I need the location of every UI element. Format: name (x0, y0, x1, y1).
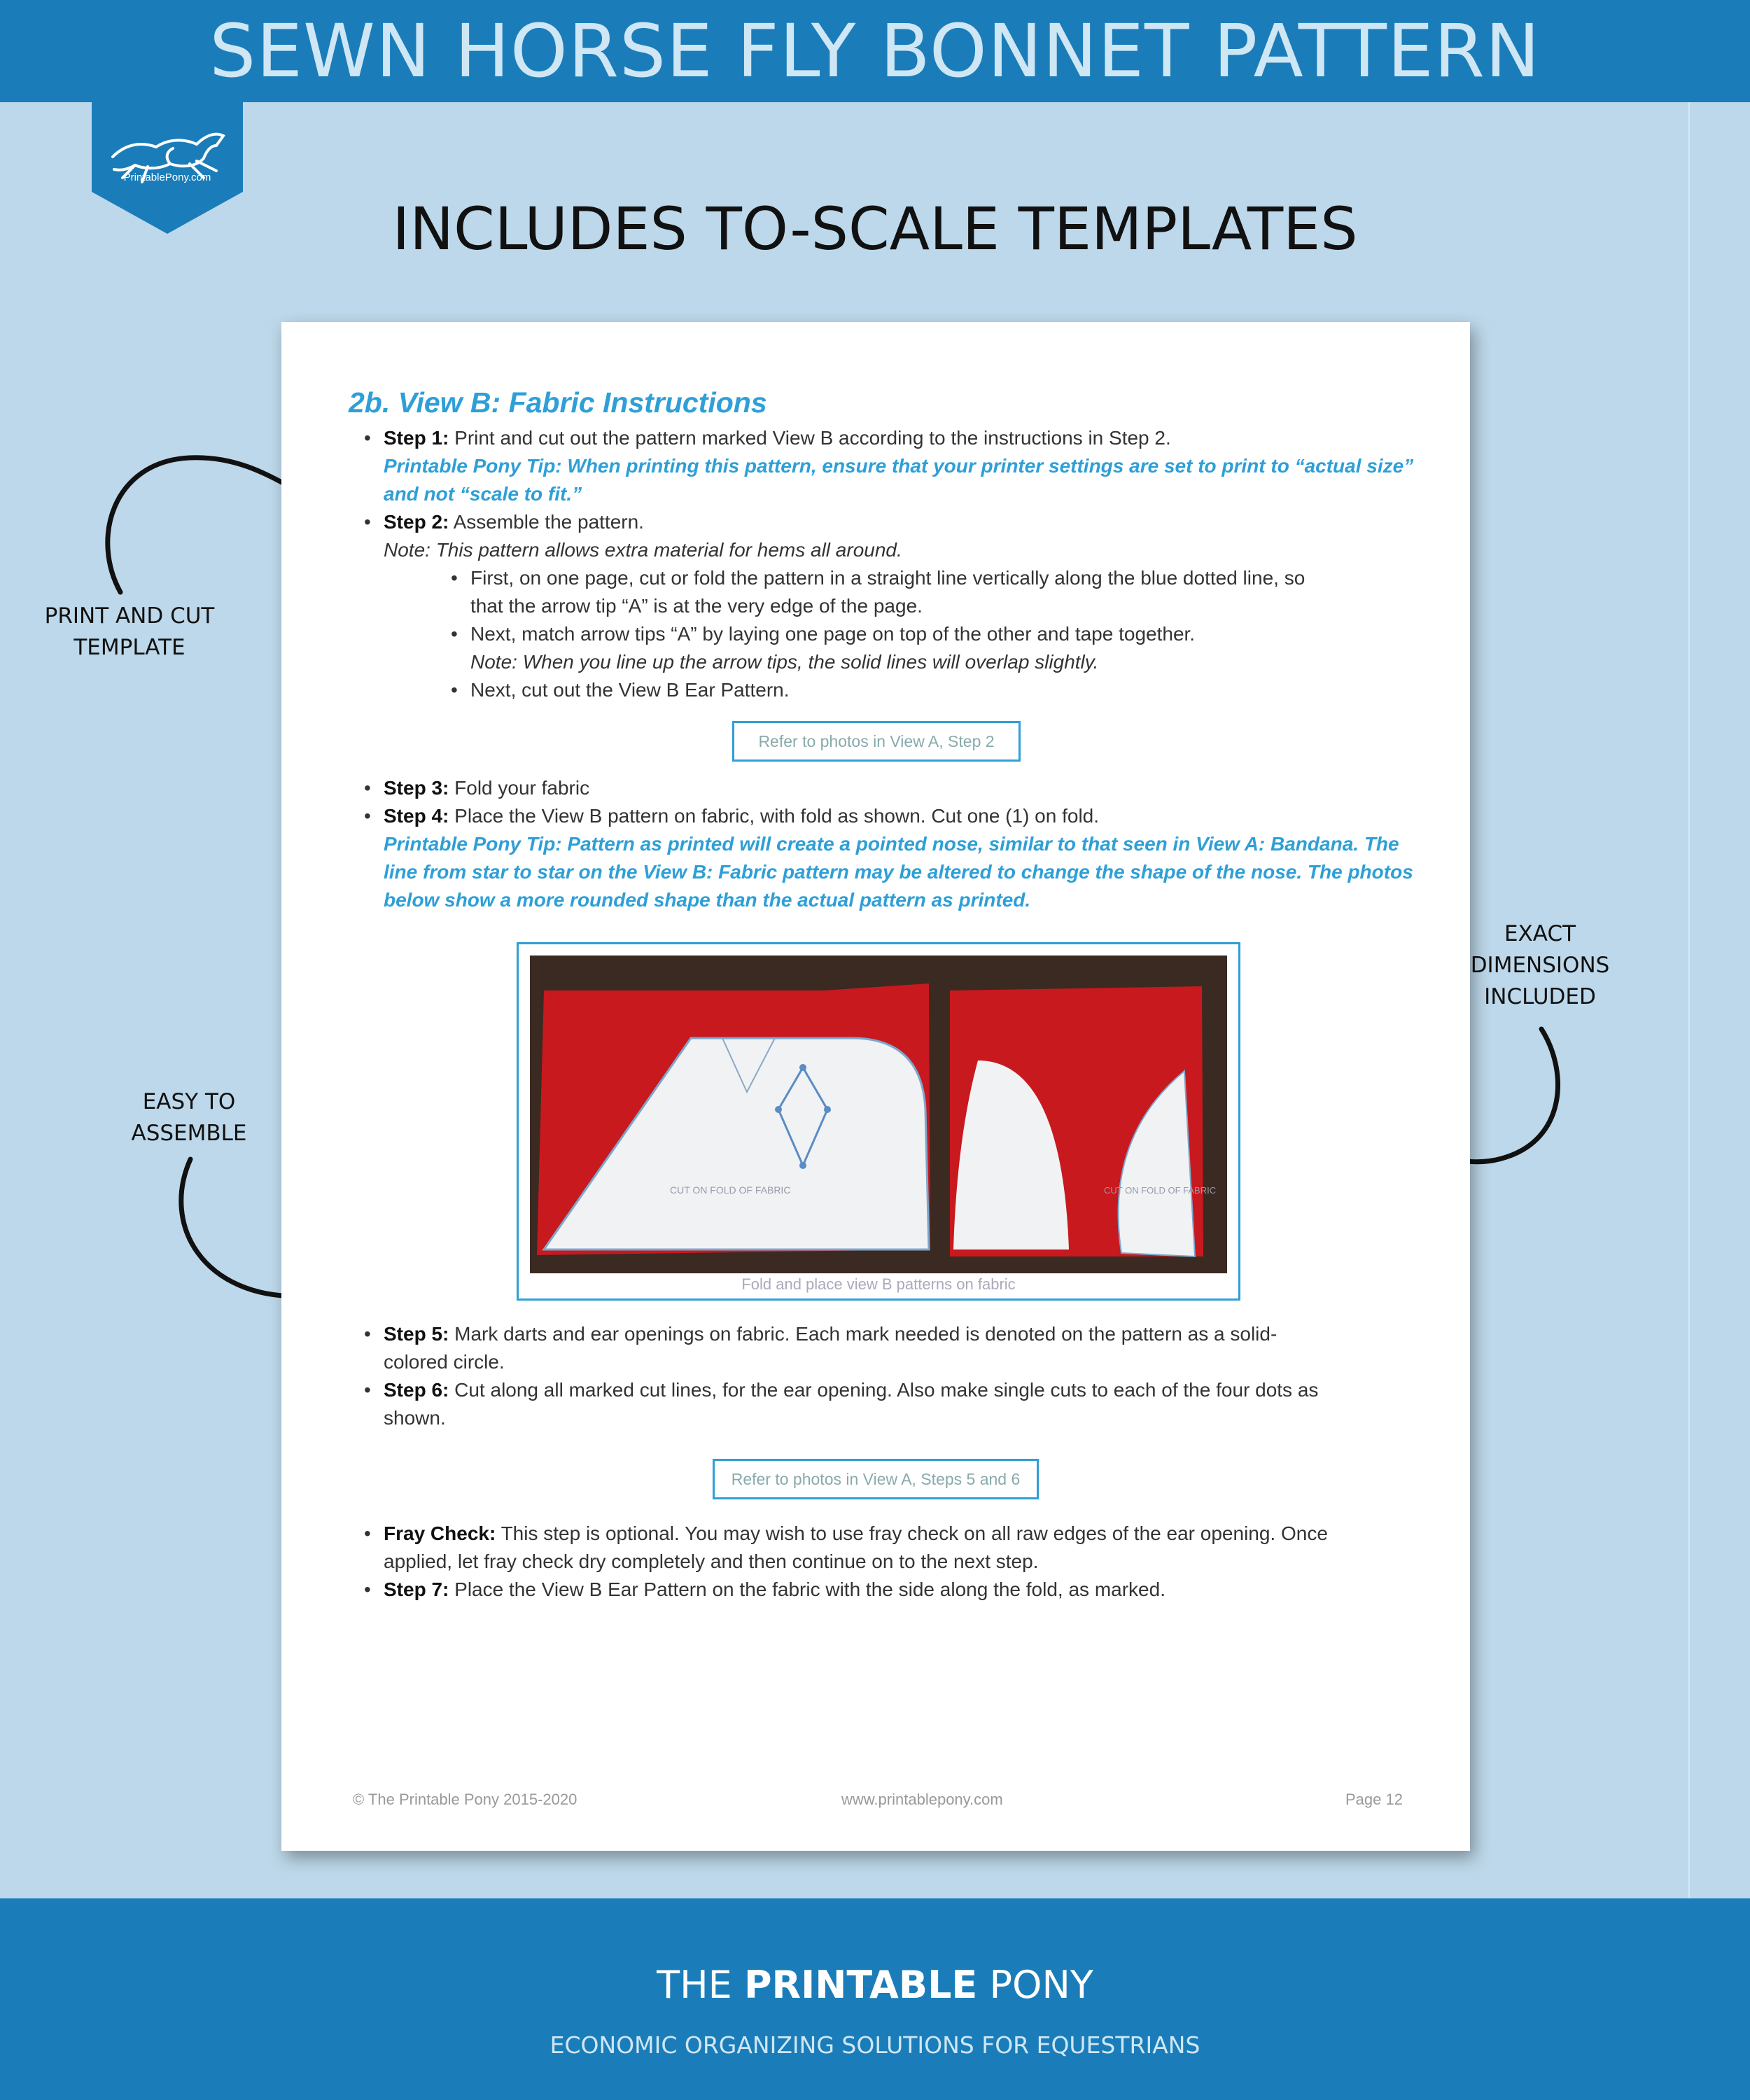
substep2: Next, match arrow tips “A” by laying one page on top of the other and tape together. (470, 623, 1196, 645)
substep3: Next, cut out the View B Ear Pattern. (470, 679, 790, 701)
fabric-photo (530, 955, 1227, 1273)
tip1-line1: Printable Pony Tip: When printing this pattern, ensure that your printer settings are set to print to “actual size” (384, 455, 1414, 477)
page-edge-line (1688, 102, 1690, 1898)
note2: Note: When you line up the arrow tips, the solid lines will overlap slightly. (470, 651, 1099, 673)
bullet-icon: • (364, 1522, 371, 1544)
annotation-line: EASY TO (142, 1089, 236, 1114)
step5-line2: colored circle. (384, 1351, 505, 1373)
top-banner (0, 0, 1750, 102)
note1: Note: This pattern allows extra material for hems all around. (384, 539, 902, 561)
brand-name: THE PRINTABLE PONY (657, 1963, 1093, 2007)
annotation-assemble (105, 1086, 273, 1149)
step1: Step 1: Print and cut out the pattern marked View B according to the instructions in Step 2. (384, 427, 1171, 449)
bullet-icon: • (364, 427, 371, 449)
photo-frame (517, 942, 1240, 1301)
step7: Step 7: Place the View B Ear Pattern on the fabric with the side along the fold, as marked. (384, 1578, 1166, 1600)
doc-footer-page: Page 12 (1345, 1791, 1403, 1808)
subheading: INCLUDES TO-SCALE TEMPLATES (392, 195, 1358, 263)
tip1-line2: and not “scale to fit.” (384, 483, 582, 505)
bullet-icon: • (364, 511, 371, 533)
annotation-line: TEMPLATE (74, 635, 186, 660)
tip2-line2: line from star to star on the View B: Fabric pattern may be altered to change the shape of the nose. The photos (384, 861, 1413, 883)
tip2-line1: Printable Pony Tip: Pattern as printed will create a pointed nose, similar to that seen in View A: Bandana. The (384, 833, 1399, 855)
reference-box-1: Refer to photos in View A, Step 2 (732, 721, 1021, 762)
substep1-line2: that the arrow tip “A” is at the very edge of the page. (470, 595, 923, 617)
bullet-icon: • (364, 1578, 371, 1600)
bullet-icon: • (451, 567, 458, 589)
tagline: ECONOMIC ORGANIZING SOLUTIONS FOR EQUESTRIANS (550, 2031, 1200, 2059)
annotation-line: PRINT AND CUT (44, 603, 215, 629)
logo-text: PrintablePony.com (123, 172, 211, 183)
step2: Step 2: Assemble the pattern. (384, 511, 644, 533)
step4: Step 4: Place the View B pattern on fabric, with fold as shown. Cut one (1) on fold. (384, 805, 1100, 827)
fray-check-line2: applied, let fray check dry completely and then continue on to the next step. (384, 1550, 1039, 1572)
annotation-print-cut (28, 601, 231, 664)
bullet-icon: • (451, 679, 458, 701)
bullet-icon: • (364, 777, 371, 799)
annotation-line: INCLUDED (1484, 984, 1596, 1009)
document-page (281, 322, 1470, 1851)
bullet-icon: • (364, 1323, 371, 1345)
bullet-icon: • (364, 805, 371, 827)
step6-line1: Step 6: Cut along all marked cut lines, for the ear opening. Also make single cuts to each of the four dots as (384, 1379, 1319, 1401)
doc-footer-copyright: © The Printable Pony 2015-2020 (353, 1791, 578, 1808)
doc-heading: 2b. View B: Fabric Instructions (349, 386, 767, 419)
step6-line2: shown. (384, 1407, 446, 1429)
bullet-icon: • (364, 1379, 371, 1401)
tip2-line3: below show a more rounded shape than the actual pattern as printed. (384, 889, 1031, 911)
substep1-line1: First, on one page, cut or fold the pattern in a straight line vertically along the blue dotted line, so (470, 567, 1306, 589)
photo-label: CUT ON FOLD OF FABRIC (1104, 1185, 1217, 1196)
doc-footer-url: www.printablepony.com (841, 1791, 1003, 1808)
banner-title: SEWN HORSE FLY BONNET PATTERN (209, 8, 1541, 94)
photo-label: CUT ON FOLD OF FABRIC (670, 1184, 791, 1196)
step3: Step 3: Fold your fabric (384, 777, 590, 799)
reference-box-2: Refer to photos in View A, Steps 5 and 6 (713, 1459, 1039, 1499)
step5-line1: Step 5: Mark darts and ear openings on fabric. Each mark needed is denoted on the pattern as a solid- (384, 1323, 1278, 1345)
annotation-line: EXACT (1504, 921, 1576, 946)
bullet-icon: • (451, 623, 458, 645)
annotation-line: DIMENSIONS (1470, 953, 1610, 978)
photo-caption: Fold and place view B patterns on fabric (741, 1275, 1016, 1293)
annotation-line: ASSEMBLE (131, 1121, 247, 1146)
fray-check-line1: Fray Check: This step is optional. You may wish to use fray check on all raw edges of the ear opening. Once (384, 1522, 1328, 1544)
annotation-dimensions (1456, 918, 1624, 1013)
